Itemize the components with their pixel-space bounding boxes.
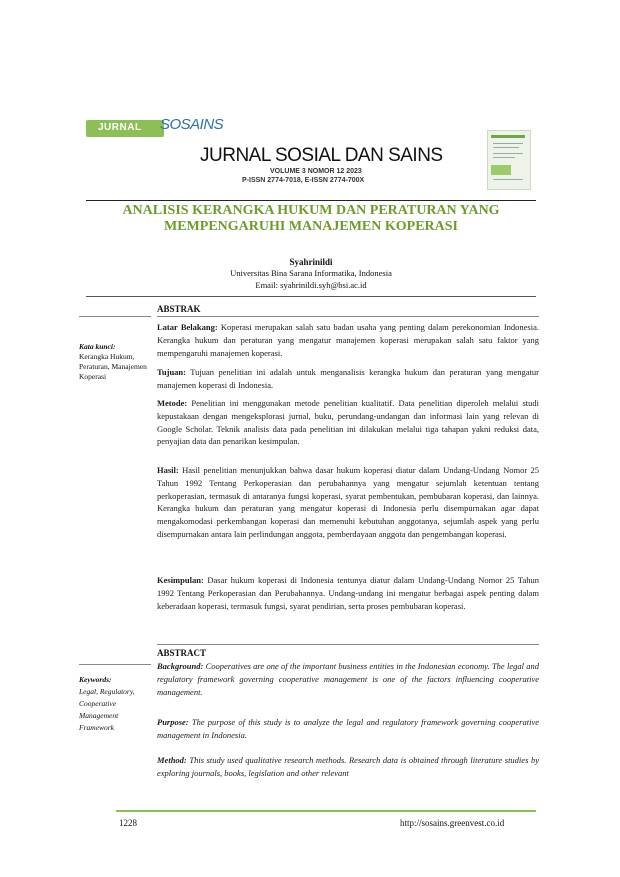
purpose-paragraph — [157, 716, 539, 742]
journal-url-link[interactable]: http://sosains.greenvest.co.id — [400, 818, 505, 828]
keywords-divider — [79, 316, 151, 317]
hasil-label: Hasil: — [157, 465, 179, 475]
header-divider — [86, 200, 536, 201]
background-label: Background: — [157, 661, 204, 671]
journal-badge — [86, 120, 164, 137]
sosains-logo: SOSAINS — [160, 116, 224, 133]
article-title-line-1: ANALISIS KERANGKA HUKUM DAN PERATURAN YANG — [122, 203, 500, 218]
cover-text-line — [493, 153, 523, 154]
issn-info: P-ISSN 2774-7018, E-ISSN 2774-700X — [242, 177, 365, 184]
latar-belakang-text: Koperasi merupakan salah satu badan usaha yang penting dalam perekonomian Indonesia. Kerangka hukum dan peraturan yang mengatur manajemen koperasi merupakan salah satu faktor yang mempengaruhi manajemen koperasi. — [157, 322, 539, 358]
purpose-label: Purpose: — [157, 717, 189, 727]
cover-text-line — [493, 179, 523, 180]
metode-label: Metode: — [157, 398, 188, 408]
purpose-text: The purpose of this study is to analyze the legal and regulatory framework governing cooperative management in Indonesia. — [157, 717, 539, 740]
keywords-en-divider — [79, 664, 151, 665]
page-number: 1228 — [119, 818, 137, 828]
hasil-paragraph — [157, 464, 539, 541]
tujuan-label: Tujuan: — [157, 367, 186, 377]
latar-belakang-paragraph — [157, 321, 539, 359]
keywords-block — [79, 674, 151, 734]
tujuan-text: Tujuan penelitian ini adalah untuk menganalisis kerangka hukum dan peraturan yang mengatur manajemen koperasi di Indonesia. — [157, 367, 539, 390]
tujuan-paragraph — [157, 366, 539, 392]
background-text: Cooperatives are one of the important business entities in the Indonesian economy. The legal and regulatory framework governing cooperative management is one of the factors influencing cooperative management. — [157, 661, 539, 697]
author-name: Syahrinildi — [289, 257, 333, 267]
abstrak-divider — [157, 316, 539, 317]
metode-text: Penelitian ini menggunakan metode penelitian kualitatif. Data penelitian diperoleh melalui studi kepustakaan dengan mengeksplorasi jurnal, buku, perundang-undangan dan informasi lain yang relevan di Google Scholar. Teknik analisis data pada penelitian ini dilakukan melalui tiga tahapan yakni reduksi data, penyajian data dan penarikan kesimpulan. — [157, 398, 540, 447]
cover-stripe — [491, 135, 525, 138]
keywords-label: Keywords: — [79, 675, 112, 684]
background-paragraph — [157, 660, 539, 698]
metode-paragraph — [157, 397, 539, 448]
abstract-heading: ABSTRACT — [157, 648, 207, 658]
kesimpulan-text: Dasar hukum koperasi di Indonesia tentunya diatur dalam Undang-Undang Nomor 25 Tahun 1992 Tentang Perkoperasian dan Perubahannya. Undang-undang ini mengatur berbagai aspek penting dalam keberadaan koperasi, termasuk fungsi, syarat pendirian, serta proses pembubaran koperasi. — [157, 575, 540, 611]
method-label: Method: — [157, 755, 187, 765]
article-title-line-2: MEMPENGARUHI MANAJEMEN KOPERASI — [164, 219, 458, 234]
cover-text-line — [493, 147, 519, 148]
kata-kunci-label: Kata kunci: — [79, 342, 116, 351]
method-text: This study used qualitative research methods. Research data is obtained through literature studies by exploring journals, books, legislation and other relevant — [157, 755, 539, 778]
journal-cover-thumbnail — [487, 130, 531, 190]
cover-text-line — [493, 157, 515, 158]
author-email: Email: syahrinildi.syh@bsi.ac.id — [255, 280, 367, 290]
author-affiliation: Universitas Bina Sarana Informatika, Indonesia — [230, 268, 392, 278]
abstract-divider — [157, 644, 539, 645]
journal-badge-text: JURNAL — [98, 122, 142, 133]
cover-text-line — [493, 143, 523, 144]
affiliation-divider — [86, 296, 536, 297]
cover-graphic — [491, 165, 511, 175]
kata-kunci-values: Kerangka Hukum, Peraturan, Manajemen Koperasi — [79, 352, 147, 381]
method-paragraph — [157, 754, 539, 780]
keywords-values: Legal, Regulatory, Cooperative Management Framework — [79, 687, 135, 732]
volume-info: VOLUME 3 NOMOR 12 2023 — [270, 168, 362, 175]
journal-title: JURNAL SOSIAL DAN SAINS — [200, 145, 443, 166]
latar-belakang-label: Latar Belakang: — [157, 322, 218, 332]
kata-kunci-block — [79, 342, 151, 382]
kesimpulan-label: Kesimpulan: — [157, 575, 204, 585]
hasil-text: Hasil penelitian menunjukkan bahwa dasar hukum koperasi diatur dalam Undang-Undang Nomor 25 Tahun 1992 Tentang Perkoperasian dan perubahannya yang mengatur sejumlah ketentuan tentang perkoperasian, termasuk di antaranya fungsi koperasi, syarat pembentukan, pembubaran koperasi, dan lainnya. Kerangka hukum dan peraturan yang mengatur koperasi di Indonesia perlu disempurnakan agar dapat mengakomodasi perkembangan koperasi dan memenuhi kebutuhan anggotanya, sejumlah aspek yang perlu disempurnakan antara lain perlindungan anggota, pemberdayaan anggota dan pengembangan koperasi. — [157, 465, 540, 539]
footer-divider — [116, 810, 536, 812]
kesimpulan-paragraph — [157, 574, 539, 612]
abstrak-heading: ABSTRAK — [157, 304, 201, 314]
